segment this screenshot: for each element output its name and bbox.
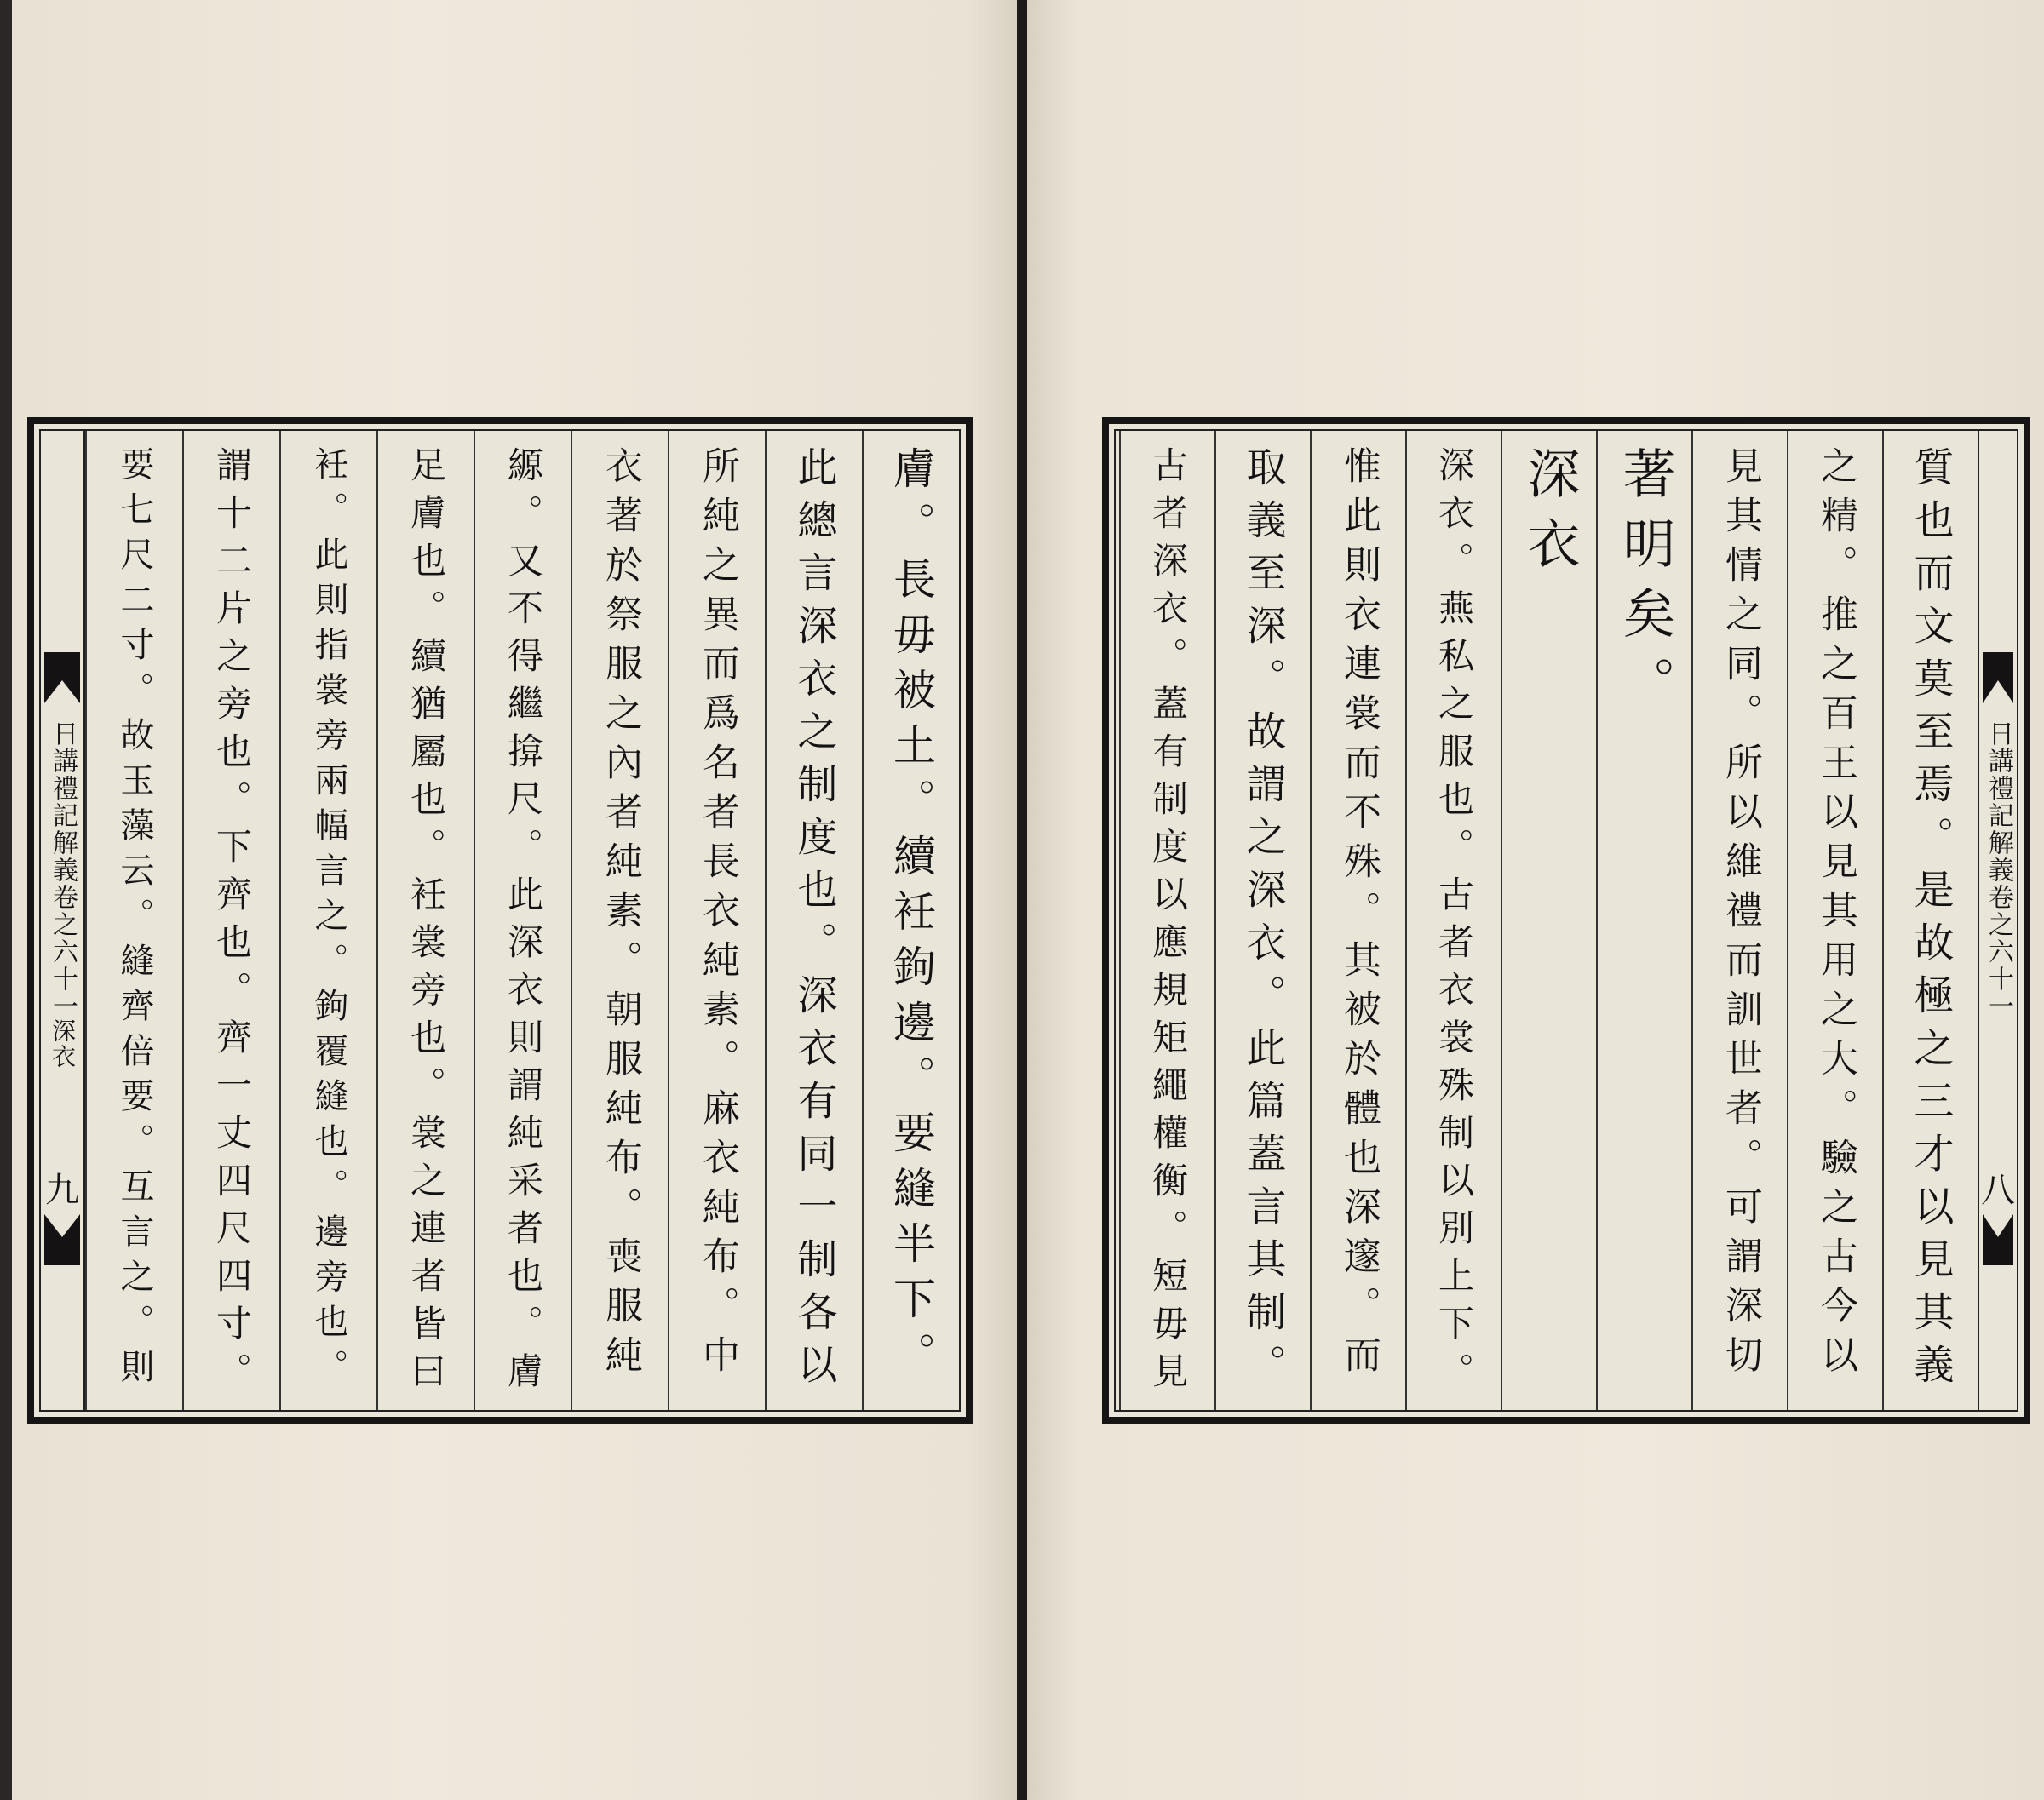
right-page-column-4 [1596,431,1691,1410]
left-page [12,0,1017,1800]
column-text: 所純之異而爲名者長衣純素。麻衣純布。中 [696,446,739,1384]
left-inner-border [39,429,961,1412]
column-text: 足膚也。續猶屬也。衽裳旁也。裳之連者皆曰 [405,446,447,1400]
column-text: 見其情之同。所以維禮而訓世者。可謂深切 [1719,446,1762,1384]
column-text: 此總言深衣之制度也。深衣有同一制各以 [790,446,838,1396]
left-page-column-6 [376,431,474,1410]
left-spine-title: 日講禮記解義卷之六十一 [48,720,78,1020]
column-text: 惟此則衣連裳而不殊。其被於體也深邃。而 [1337,446,1381,1384]
column-text: 古者深衣。蓋有制度以應規矩繩權衡。短毋見 [1147,446,1189,1400]
column-text: 要七尺二寸。故玉藻云。縫齊倍要。互言之。則 [115,446,154,1394]
right-page-column-3 [1691,431,1787,1410]
left-spine-fishtail-top [44,652,80,703]
right-page-column-6 [1405,431,1501,1410]
right-page-column-8 [1214,431,1310,1410]
right-fish-tail-spine [1978,431,2017,1410]
column-text: 取義至深。故謂之深衣。此篇蓋言其制。 [1239,446,1287,1396]
column-text: 之精。推之百王以見其用之大。驗之古今以 [1814,446,1857,1384]
left-spine-folio: 九 [45,1171,79,1210]
column-text: 謂十二片之旁也。下齊也。齊一丈四尺四寸。 [211,446,253,1400]
left-spine-fishtail-bottom [44,1214,80,1265]
left-text-frame [27,417,973,1424]
left-page-column-9 [85,431,182,1410]
left-page-column-4 [571,431,668,1410]
left-page-column-7 [279,431,376,1410]
right-spine-fishtail-bottom [1983,1214,2013,1265]
book-gutter [1017,0,1027,1800]
right-page-column-5 [1501,431,1596,1410]
column-text: 深衣 [1519,446,1581,586]
left-page-column-2 [765,431,862,1410]
column-text: 衽。此則指裳旁兩幅言之。鉤覆縫也。邊旁也。 [309,446,348,1394]
column-text: 深衣。燕私之服也。古者衣裳殊制以別上下。 [1433,446,1475,1400]
column-text: 衣著於祭服之內者純素。朝服純布。喪服純 [599,446,642,1384]
left-page-column-1 [862,431,959,1410]
left-page-column-3 [668,431,765,1410]
right-page-column-7 [1310,431,1405,1410]
left-page-column-5 [474,431,571,1410]
left-page-column-8 [182,431,279,1410]
right-spine-fishtail-top [1983,652,2013,703]
column-text: 膚。長毋被土。續衽鉤邊。要縫半下。 [887,446,936,1387]
right-page-column-2 [1787,431,1882,1410]
column-text: 著明矣。 [1614,446,1676,725]
right-inner-border [1114,429,2018,1412]
right-text-frame [1102,417,2030,1424]
right-page-column-9 [1119,431,1214,1410]
right-page [1027,0,2044,1800]
left-fish-tail-spine [41,431,85,1410]
column-text: 質也而文莫至焉。是故極之三才以見其義 [1907,446,1955,1396]
column-text: 縓。又不得繼揜尺。此深衣則謂純采者也。膚 [502,446,544,1400]
right-spine-title: 日講禮記解義卷之六十一 [1984,720,2013,1020]
right-page-column-1 [1882,431,1978,1410]
left-spine-section: 深衣 [49,1018,77,1069]
right-spine-folio: 八 [1981,1171,2015,1210]
